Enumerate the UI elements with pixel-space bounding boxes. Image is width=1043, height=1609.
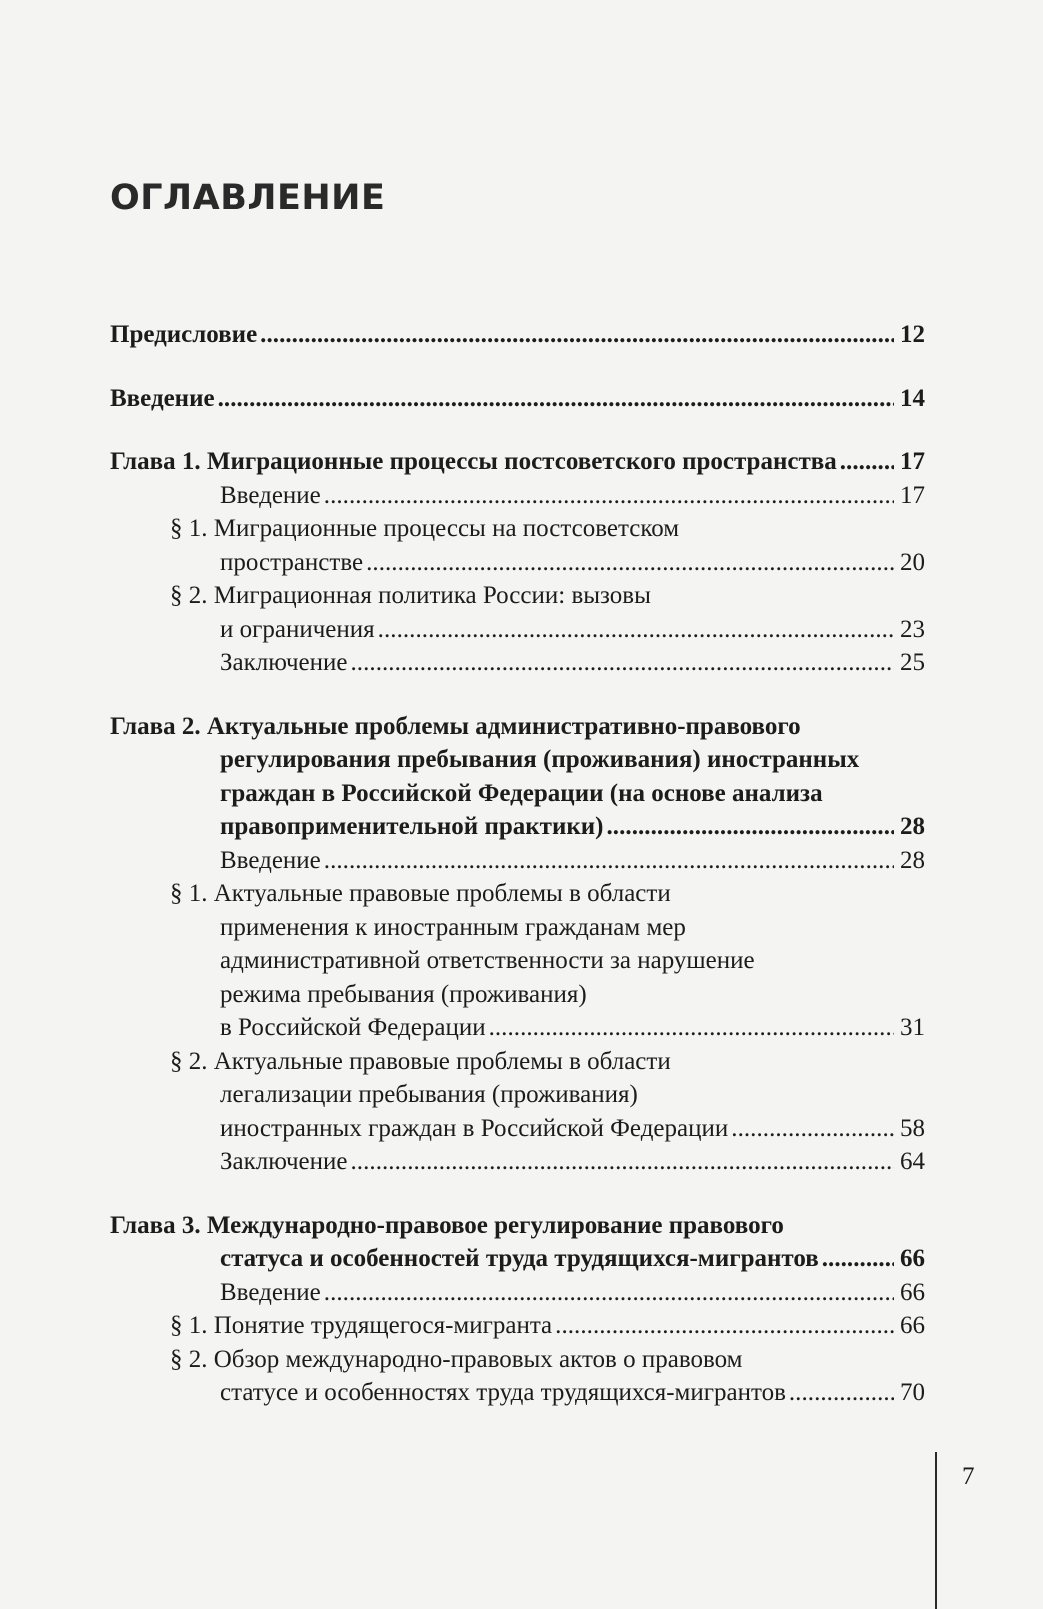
dot-leader	[260, 318, 894, 352]
toc-entry-title: применения к иностранным гражданам мер	[220, 913, 686, 941]
dot-leader	[607, 810, 895, 844]
margin-rule	[935, 1452, 937, 1609]
toc-entry-title: правоприменительной практики)	[220, 813, 604, 840]
toc-entry[interactable]	[110, 646, 925, 680]
toc-entry-page: 17	[900, 481, 925, 509]
dot-leader	[378, 613, 894, 647]
toc-entry[interactable]	[110, 613, 925, 647]
toc-spacer	[110, 415, 925, 445]
toc-spacer	[110, 680, 925, 710]
toc-entry[interactable]	[110, 710, 925, 744]
toc-entry[interactable]	[110, 1376, 925, 1410]
toc-entry-title: § 1. Понятие трудящегося-мигранта	[170, 1312, 553, 1339]
toc-entry-page: 66	[900, 1312, 925, 1339]
toc-entry-title: Глава 1. Миграционные процессы постсоветского пространства	[110, 448, 837, 475]
toc-entry-page: 70	[900, 1379, 925, 1406]
toc-entry-page: 28	[900, 813, 925, 840]
toc-entry[interactable]	[110, 1011, 925, 1045]
toc-entry[interactable]	[110, 911, 925, 945]
dot-leader	[324, 1276, 894, 1310]
toc-entry[interactable]	[110, 810, 925, 844]
toc-entry-title: Заключение	[220, 649, 348, 676]
toc-entry-page: 20	[900, 548, 925, 576]
toc-entry[interactable]	[110, 318, 925, 352]
dot-leader	[351, 1145, 895, 1179]
toc-entry-title: Глава 3. Международно-правовое регулирование правового	[110, 1211, 784, 1239]
toc-entry-page: 58	[900, 1114, 925, 1142]
toc-entry-title: пространстве	[220, 548, 364, 576]
toc-entry-title: Введение	[110, 384, 215, 412]
toc-entry-title: иностранных граждан в Российской Федерации	[220, 1114, 729, 1142]
page-title: ОГЛАВЛЕНИЕ	[110, 178, 386, 218]
toc-entry-title: режима пребывания (проживания)	[220, 980, 587, 1008]
toc-entry-page: 64	[900, 1148, 925, 1175]
toc-entry[interactable]	[110, 445, 925, 479]
toc-entry-title: § 1. Миграционные процессы на постсоветском	[170, 515, 680, 542]
toc-entry-title: в Российской Федерации	[220, 1014, 486, 1041]
toc-entry[interactable]	[110, 1045, 925, 1079]
dot-leader	[351, 646, 895, 680]
toc-entry-title: регулирования пребывания (проживания) иностранных	[220, 746, 860, 773]
toc-entry-page: 31	[900, 1014, 925, 1041]
toc-entry-title: § 2. Актуальные правовые проблемы в области	[170, 1047, 671, 1075]
toc-entry-title: Введение	[220, 481, 321, 509]
dot-leader	[840, 445, 894, 479]
toc-entry-page: 17	[900, 448, 925, 475]
toc-spacer	[110, 352, 925, 382]
toc-entry-title: Глава 2. Актуальные проблемы административно-правового	[110, 712, 801, 740]
toc-entry[interactable]	[110, 579, 925, 613]
dot-leader	[789, 1376, 894, 1410]
toc-entry[interactable]	[110, 1209, 925, 1243]
toc-entry-page: 14	[900, 384, 925, 412]
toc-entry-title: Заключение	[220, 1148, 348, 1175]
dot-leader	[324, 844, 894, 878]
toc-entry-title: статуса и особенностей труда трудящихся-мигрантов	[220, 1245, 819, 1272]
toc-entry-title: Введение	[220, 1278, 321, 1306]
toc-entry-page: 28	[900, 846, 925, 874]
toc-entry[interactable]	[110, 1112, 925, 1146]
toc-entry-page: 12	[900, 321, 925, 348]
toc-entry[interactable]	[110, 1145, 925, 1179]
toc-entry[interactable]	[110, 1078, 925, 1112]
toc-entry-title: Введение	[220, 846, 321, 874]
toc-entry[interactable]	[110, 777, 925, 811]
toc-entry-page: 66	[900, 1278, 925, 1306]
dot-leader	[324, 479, 894, 513]
toc-entry[interactable]	[110, 944, 925, 978]
toc-entry-title: административной ответственности за нарушение	[220, 947, 755, 974]
dot-leader	[366, 546, 894, 580]
toc-entry[interactable]	[110, 1343, 925, 1377]
toc-entry[interactable]	[110, 479, 925, 513]
toc-entry-title: Предисловие	[110, 321, 258, 348]
toc-entry-title: § 2. Обзор международно-правовых актов о правовом	[170, 1345, 743, 1373]
toc-entry-title: § 1. Актуальные правовые проблемы в области	[170, 880, 671, 907]
toc-entry[interactable]	[110, 978, 925, 1012]
dot-leader	[731, 1112, 894, 1146]
toc-entry[interactable]	[110, 743, 925, 777]
toc-spacer	[110, 1179, 925, 1209]
dot-leader	[218, 382, 894, 416]
table-of-contents	[110, 318, 925, 1410]
toc-entry-title: статусе и особенностях труда трудящихся-мигрантов	[220, 1379, 786, 1406]
toc-entry[interactable]	[110, 1276, 925, 1310]
toc-entry[interactable]	[110, 877, 925, 911]
toc-entry[interactable]	[110, 1309, 925, 1343]
toc-entry-title: легализации пребывания (проживания)	[220, 1081, 638, 1108]
toc-entry[interactable]	[110, 382, 925, 416]
toc-entry-page: 25	[900, 649, 925, 676]
toc-entry-title: граждан в Российской Федерации (на основе анализа	[220, 779, 823, 807]
toc-entry-page: 66	[900, 1245, 925, 1272]
toc-entry[interactable]	[110, 1242, 925, 1276]
dot-leader	[822, 1242, 894, 1276]
toc-entry[interactable]	[110, 546, 925, 580]
toc-entry-page: 23	[900, 615, 925, 643]
toc-entry[interactable]	[110, 512, 925, 546]
page-number: 7	[962, 1463, 975, 1490]
dot-leader	[555, 1309, 894, 1343]
toc-entry-title: и ограничения	[220, 615, 375, 643]
toc-entry[interactable]	[110, 844, 925, 878]
dot-leader	[489, 1011, 894, 1045]
toc-entry-title: § 2. Миграционная политика России: вызовы	[170, 582, 651, 609]
